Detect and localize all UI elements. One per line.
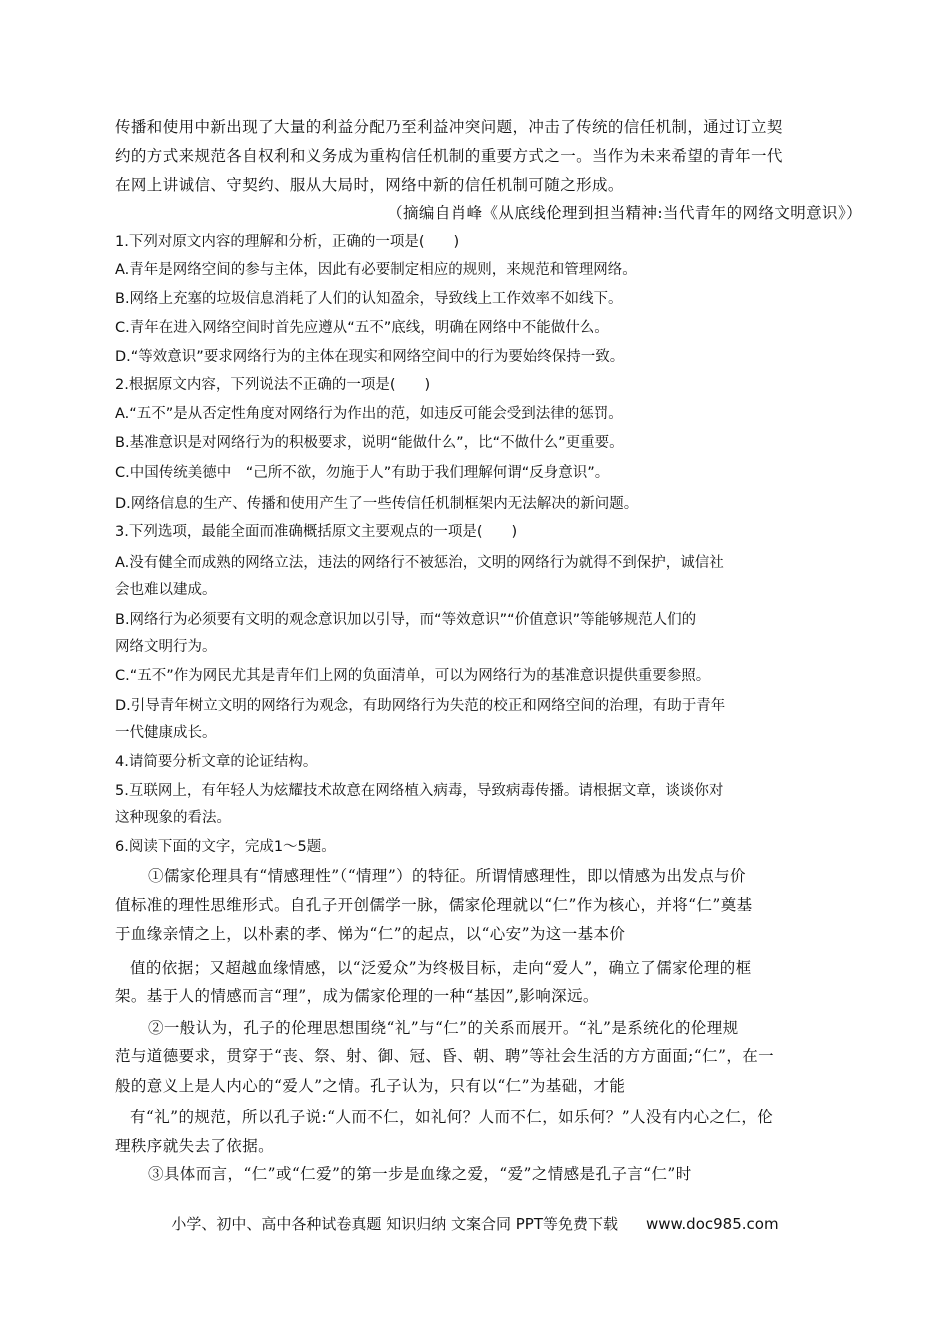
question-1-option-d: D.“等效意识”要求网络行为的主体在现实和网络空间中的行为要始终保持一致。 — [115, 349, 625, 365]
paragraph-2-line: ②一般认为，孔子的伦理思想围绕“礼”与“仁”的关系而展开。“礼”是系统化的伦理规 — [148, 1019, 739, 1037]
paragraph-3-line: ③具体而言，“仁”或“仁爱”的第一步是血缘之爱，“爱”之情感是孔子言“仁”时 — [148, 1165, 692, 1183]
question-3-option-c: C.“五不”作为网民尤其是青年们上网的负面清单，可以为网络行为的基准意识提供重要参照。 — [115, 668, 711, 684]
question-2-option-c: C.中国传统美德中 “己所不欲，勿施于人”有助于我们理解何谓“反身意识”。 — [115, 465, 610, 481]
footer-site[interactable]: www.doc985.com — [645, 1215, 779, 1233]
question-3-stem: 3.下列选项，最能全面而准确概括原文主要观点的一项是( ) — [115, 524, 518, 540]
paragraph-1-line: 值标准的理性思维形式。自孔子开创儒学一脉，儒家伦理就以“仁”作为核心，并将“仁”奠基 — [115, 896, 753, 914]
paragraph-1-line: ①儒家伦理具有“情感理性”（“情理”）的特征。所谓情感理性，即以情感为出发点与价 — [148, 867, 746, 885]
question-2-stem: 2.根据原文内容，下列说法不正确的一项是( ) — [115, 377, 431, 393]
paragraph-2-line: 范与道德要求，贯穿于“丧、祭、射、御、冠、昏、朝、聘”等社会生活的方方面面;“仁”，在一 — [115, 1047, 775, 1065]
question-3-option-d: D.引导青年树立文明的网络行为观念，有助网络行为失范的校正和网络空间的治理，有助于青年 — [115, 698, 726, 714]
question-1-stem: 1.下列对原文内容的理解和分析，正确的一项是( ) — [115, 234, 460, 250]
question-4-stem: 4.请简要分析文章的论证结构。 — [115, 754, 318, 770]
paragraph-2-line: 理秩序就失去了依据。 — [115, 1137, 275, 1155]
paragraph-1-line: 于血缘亲情之上，以朴素的孝、悌为“仁”的起点，以“心安”为这一基本价 — [115, 925, 626, 943]
question-5-stem: 5.互联网上，有年轻人为炫耀技术故意在网络植入病毒，导致病毒传播。请根据文章，谈谈你对 — [115, 783, 724, 799]
question-3-option-d-cont: 一代健康成长。 — [115, 725, 217, 741]
question-1-option-b: B.网络上充塞的垃圾信息消耗了人们的认知盈余，导致线上工作效率不如线下。 — [115, 291, 623, 307]
question-3-option-a: A.没有健全而成熟的网络立法，违法的网络行不被惩治，文明的网络行为就得不到保护，诚信社 — [115, 555, 724, 571]
question-5-stem-cont: 这种现象的看法。 — [115, 810, 231, 826]
passage-line: 约的方式来规范各自权利和义务成为重构信任机制的重要方式之一。当作为未来希望的青年一代 — [115, 147, 783, 165]
footer-text: 小学、初中、高中各种试卷真题 知识归纳 文案合同 PPT等免费下载 — [171, 1215, 618, 1233]
question-1-option-a: A.青年是网络空间的参与主体，因此有必要制定相应的规则，来规范和管理网络。 — [115, 262, 637, 278]
question-3-option-b: B.网络行为必须要有文明的观念意识加以引导，而“等效意识”“价值意识”等能够规范人们的 — [115, 612, 697, 628]
question-6-stem: 6.阅读下面的文字，完成1～5题。 — [115, 839, 336, 855]
question-2-option-a: A.“五不”是从否定性角度对网络行为作出的范，如违反可能会受到法律的惩罚。 — [115, 406, 623, 422]
passage-line: 在网上讲诚信、守契约、服从大局时，网络中新的信任机制可随之形成。 — [115, 176, 624, 194]
source-citation: （摘编自肖峰《从底线伦理到担当精神:当代青年的网络文明意识》） — [387, 204, 862, 222]
paragraph-2-line: 有“礼”的规范，所以孔子说:“人而不仁，如礼何？人而不仁，如乐何？”人没有内心之仁，伦 — [130, 1108, 774, 1126]
question-2-option-d: D.网络信息的生产、传播和使用产生了一些传信任机制框架内无法解决的新问题。 — [115, 496, 639, 512]
question-1-option-c: C.青年在进入网络空间时首先应遵从“五不”底线，明确在网络中不能做什么。 — [115, 320, 609, 336]
question-3-option-a-cont: 会也难以建成。 — [115, 582, 217, 598]
passage-line: 传播和使用中新出现了大量的利益分配乃至利益冲突问题，冲击了传统的信任机制，通过订立契 — [115, 118, 783, 136]
paragraph-1-line: 值的依据；又超越血缘情感，以“泛爱众”为终极目标，走向“爱人”，确立了儒家伦理的框 — [130, 959, 752, 977]
question-2-option-b: B.基准意识是对网络行为的积极要求，说明“能做什么”，比“不做什么”更重要。 — [115, 435, 624, 451]
paragraph-1-line: 架。基于人的情感而言“理”，成为儒家伦理的一种“基因”,影响深远。 — [115, 987, 599, 1005]
paragraph-2-line: 般的意义上是人内心的“爱人”之情。孔子认为，只有以“仁”为基础，才能 — [115, 1077, 626, 1095]
page-footer — [0, 1213, 950, 1234]
question-3-option-b-cont: 网络文明行为。 — [115, 639, 217, 655]
